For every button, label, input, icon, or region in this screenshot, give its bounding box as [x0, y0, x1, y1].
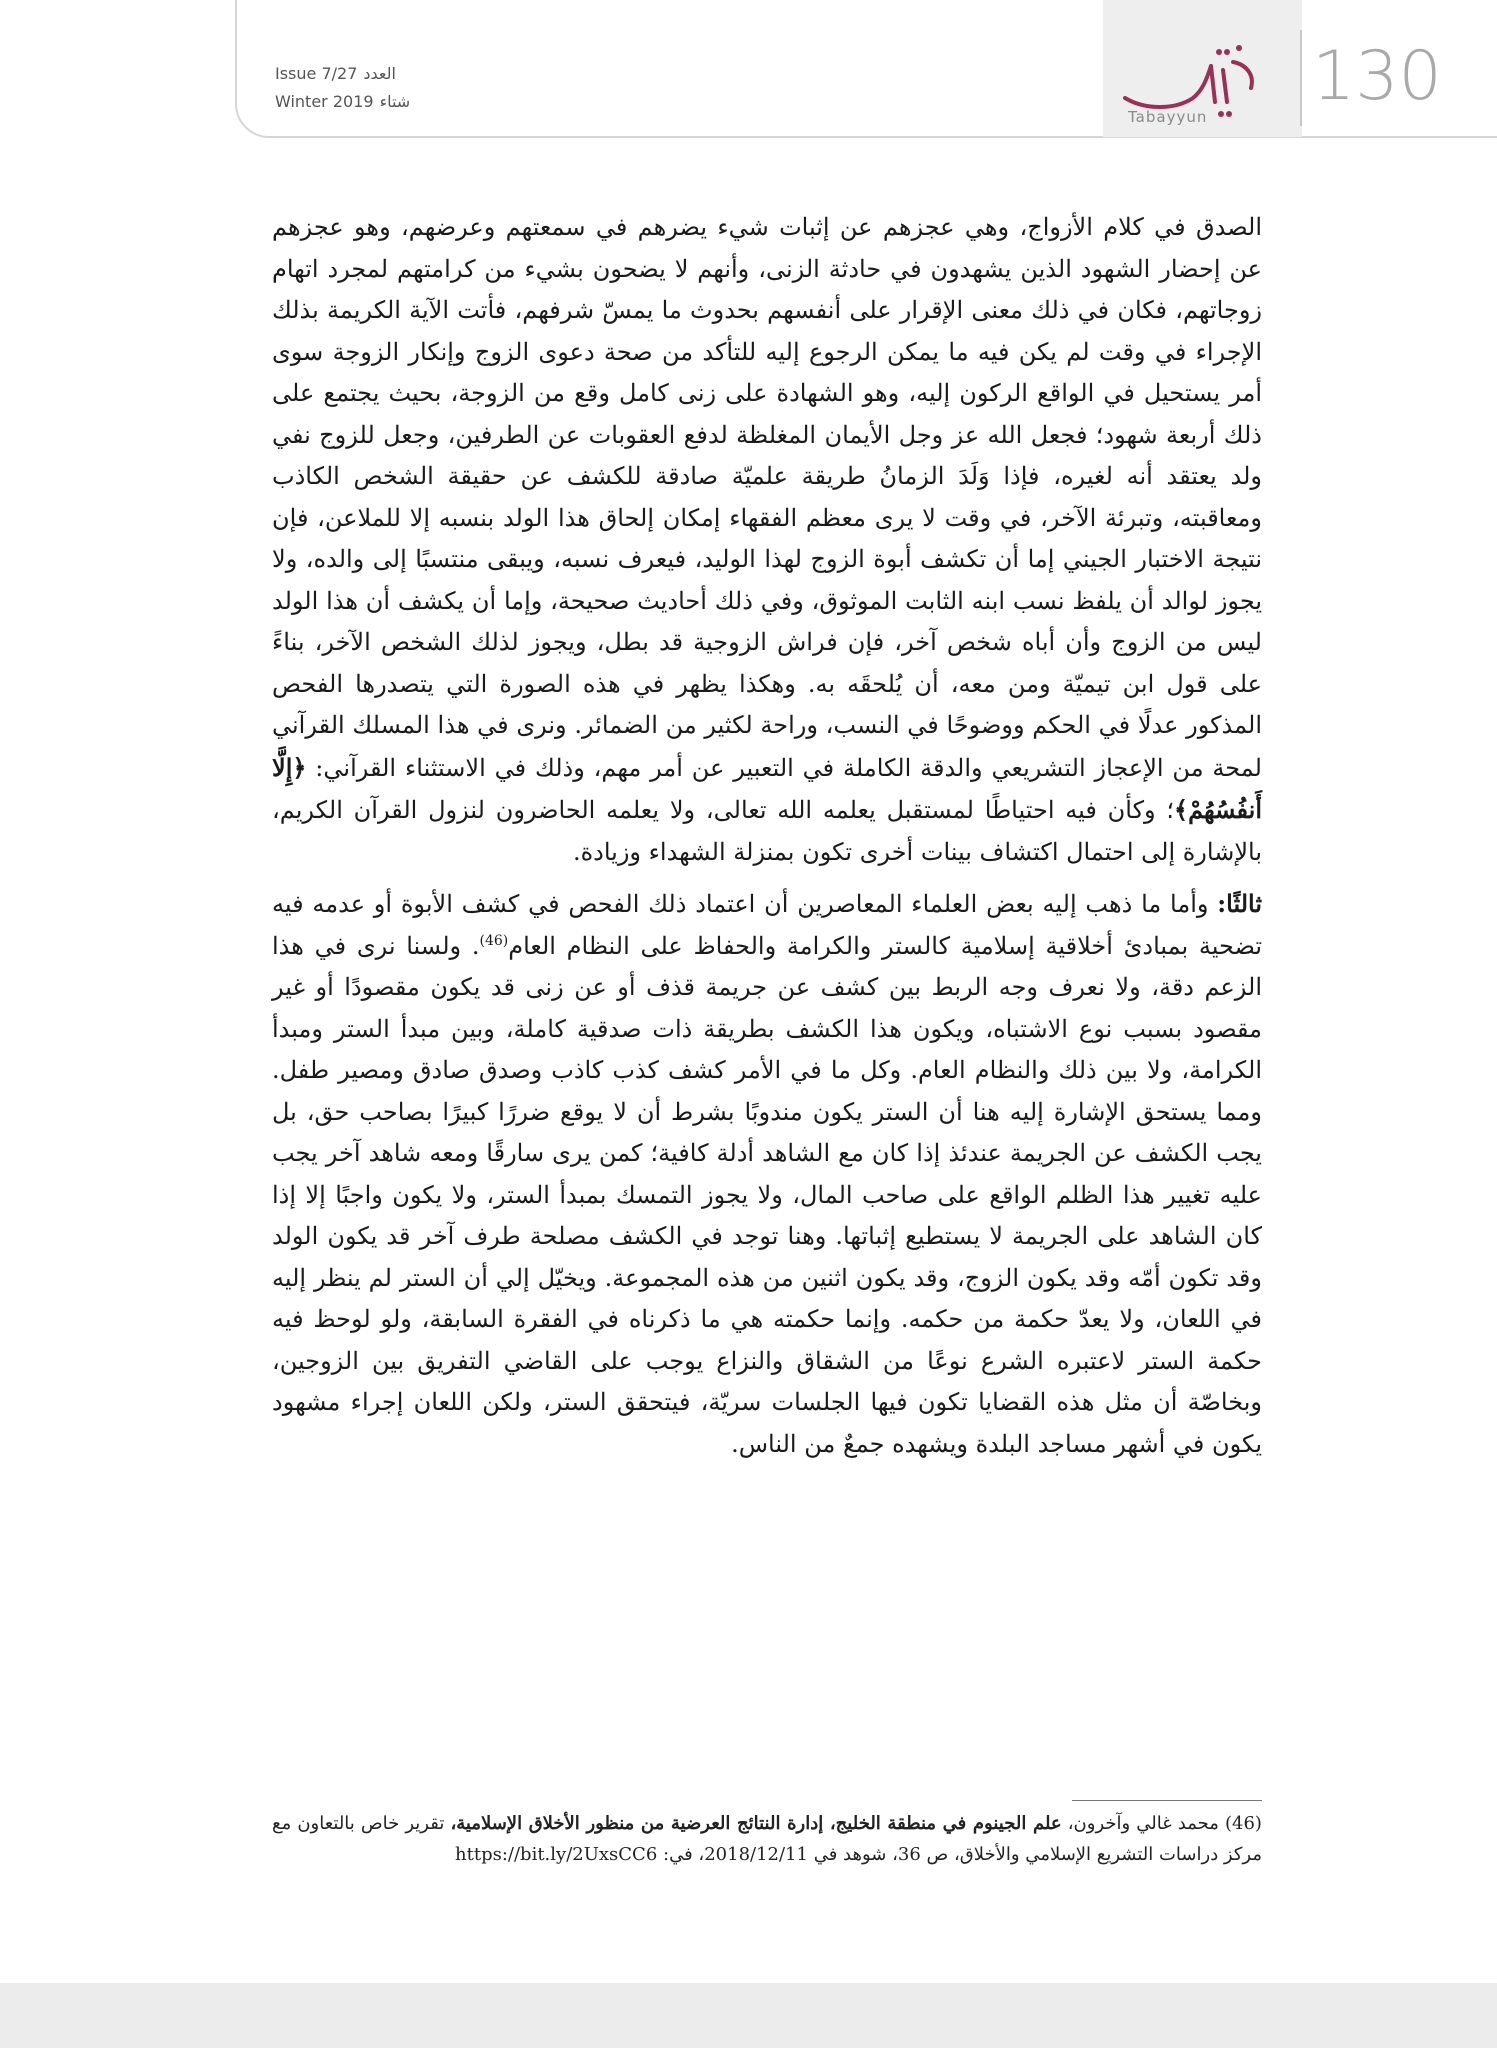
footnote-url-link[interactable]: https://bit.ly/2UxsCC6: [455, 1844, 658, 1865]
footnote-authors: محمد غالي وآخرون،: [1067, 1813, 1219, 1834]
footnote-details: تقرير خاص بالتعاون مع مركز دراسات التشريع الإسلامي والأخلاق، ص 36، شوهد في 2018/12/11، في:: [272, 1813, 1262, 1865]
issue-label-en: Issue 7/27: [275, 64, 358, 83]
footnote-46: [272, 1808, 1262, 1870]
issue-label-ar: العدد: [363, 64, 396, 83]
season-row: [275, 88, 475, 116]
brand-name: Tabayyun: [1128, 108, 1208, 126]
paragraph-1-text: الصدق في كلام الأزواج، وهي عجزهم عن إثبات شيء يضرهم في سمعتهم وعرضهم، وهو عجزهم عن إحضار الشهود الذين يشهدون في حادثة الزنى، وأنهم لا يضحون بشيء من كرامتهم لمجرد اتهام زوجاتهم، فكان في ذلك معنى الإقرار على أنفسهم بحدوث ما يمسّ شرفهم، فأتت الآية الكريمة بذلك الإجراء في وقت لم يكن فيه ما يمكن الرجوع إليه للتأكد من صحة دعوى الزوج وإنكار الزوجة سوى أمر يستحيل في الواقع الركون إليه، وهو الشهادة على زنى كامل وقع من الزوجة، بحيث يجتمع على ذلك أربعة شهود؛ فجعل الله عز وجل الأيمان المغلظة لدفع العقوبات عن الطرفين، وجعل للزوج نفي ولد يعتقد أنه لغيره، فإذا وَلَدَ الزمانُ طريقة علميّة صادقة للكشف عن حقيقة الشخص الكاذب ومعاقبته، وتبرئة الآخر، في وقت لا يرى معظم الفقهاء إمكان إلحاق هذا الولد بنسبه إلا للملاعن، فإن نتيجة الاختبار الجيني إما أن تكشف أبوة الزوج لهذا الوليد، فيعرف نسبه، ويبقى منتسبًا إلى والده، ولا يجوز لوالد أن يلفظ نسب ابنه الثابت الموثوق، وفي ذلك أحاديث صحيحة، وإما أن يكشف أن هذا الولد ليس من الزوج وأن أباه شخص آخر، فإن فراش الزوجية قد بطل، ويجوز لذلك الشخص الآخر، بناءً على قول ابن تيميّة ومن معه، أن يُلحقَه به. وهكذا يظهر في هذه الصورة التي يتصدرها الفحص المذكور عدلًا في الحكم ووضوحًا في النسب، وراحة لكثير من الضمائر. ونرى في هذا المسلك القرآني لمحة من الإعجاز التشريعي والدقة الكاملة في التعبير عن أمر مهم، وذلك في الاستثناء القرآني:: [272, 213, 1262, 782]
article-body: [272, 207, 1262, 1465]
paragraph-2: [272, 883, 1262, 1465]
season-en: Winter 2019: [275, 92, 374, 111]
paragraph-1-end: ؛ وكأن فيه احتياطًا لمستقبل يعلمه الله تعالى، ولا يعلمه الحاضرون لنزول القرآن الكريم، بالإشارة إلى احتمال اكتشاف بينات أخرى تكون بمنزلة الشهداء وزيادة.: [272, 796, 1262, 866]
quran-quote: ﴿إِلَّا أَنفُسُهُمْ﴾: [272, 752, 1262, 824]
issue-info: [275, 60, 475, 116]
footnote-title: علم الجينوم في منطقة الخليج، إدارة النتائج العرضية من منظور الأخلاق الإسلامية،: [450, 1813, 1062, 1834]
footnote-number: (46): [1224, 1813, 1262, 1834]
footnote-ref-46[interactable]: (46): [479, 932, 509, 949]
issue-row: [275, 60, 475, 88]
paragraph-1: [272, 207, 1262, 873]
paragraph-2-lead: ثالثًا:: [1217, 889, 1262, 918]
page-bottom-band: [0, 1983, 1497, 2048]
paragraph-2-start: وأما ما ذهب إليه بعض العلماء المعاصرين أن اعتماد ذلك الفحص في كشف الأبوة أو عدمه فيه تضحية بمبادئ أخلاقية إسلامية كالستر والكرامة والحفاظ على النظام العام: [272, 890, 1263, 960]
page-number: 130: [1312, 37, 1442, 116]
header-divider: [1300, 30, 1302, 126]
paragraph-2-rest: . ولسنا نرى في هذا الزعم دقة، ولا نعرف وجه الربط بين كشف عن جريمة قذف أو عن زنى قد يكون مقصودًا أو غير مقصود بسبب نوع الاشتباه، ويكون هذا الكشف بطريقة ذات صدقية كاملة، وبين مبدأ الستر ومبدأ الكرامة، ولا بين ذلك والنظام العام. وكل ما في الأمر كشف كذب كاذب وصدق صادق ومصير طفل. ومما يستحق الإشارة إليه هنا أن الستر يكون مندوبًا بشرط أن لا يوقع ضررًا كبيرًا بصاحب حق، بل يجب الكشف عن الجريمة عندئذ إذا كان مع الشاهد أدلة كافية؛ كمن يرى سارقًا ومعه شاهد آخر يجب عليه تغيير هذا الظلم الواقع على صاحب المال، ولا يجوز التمسك بمبدأ الستر، ولا يكون واجبًا إلا إذا كان الشاهد على الجريمة لا يستطيع إثباتها. وهنا توجد في الكشف مصلحة طرف آخر قد يكون الولد وقد تكون أمّه وقد يكون الزوج، وقد يكون اثنين من هذه المجموعة. ويخيّل إلي أن الستر لم ينظر إليه في اللعان، ولا يعدّ حكمة من حكمه. وإنما حكمته هي ما ذكرناه في الفقرة السابقة، ولو لوحظ فيه حكمة الستر لاعتبره الشرع نوعًا من الشقاق والنزاع يوجب على القاضي التفريق بين الزوجين، وبخاصّة أن مثل هذه القضايا تكون فيها الجلسات سريّة، فيتحقق الستر، ولكن اللعان إجراء مشهود يكون في أشهر مساجد البلدة ويشهده جمعٌ من الناس.: [272, 931, 1263, 1458]
season-ar: شتاء: [379, 92, 411, 111]
footnote-rule: [1072, 1800, 1262, 1801]
